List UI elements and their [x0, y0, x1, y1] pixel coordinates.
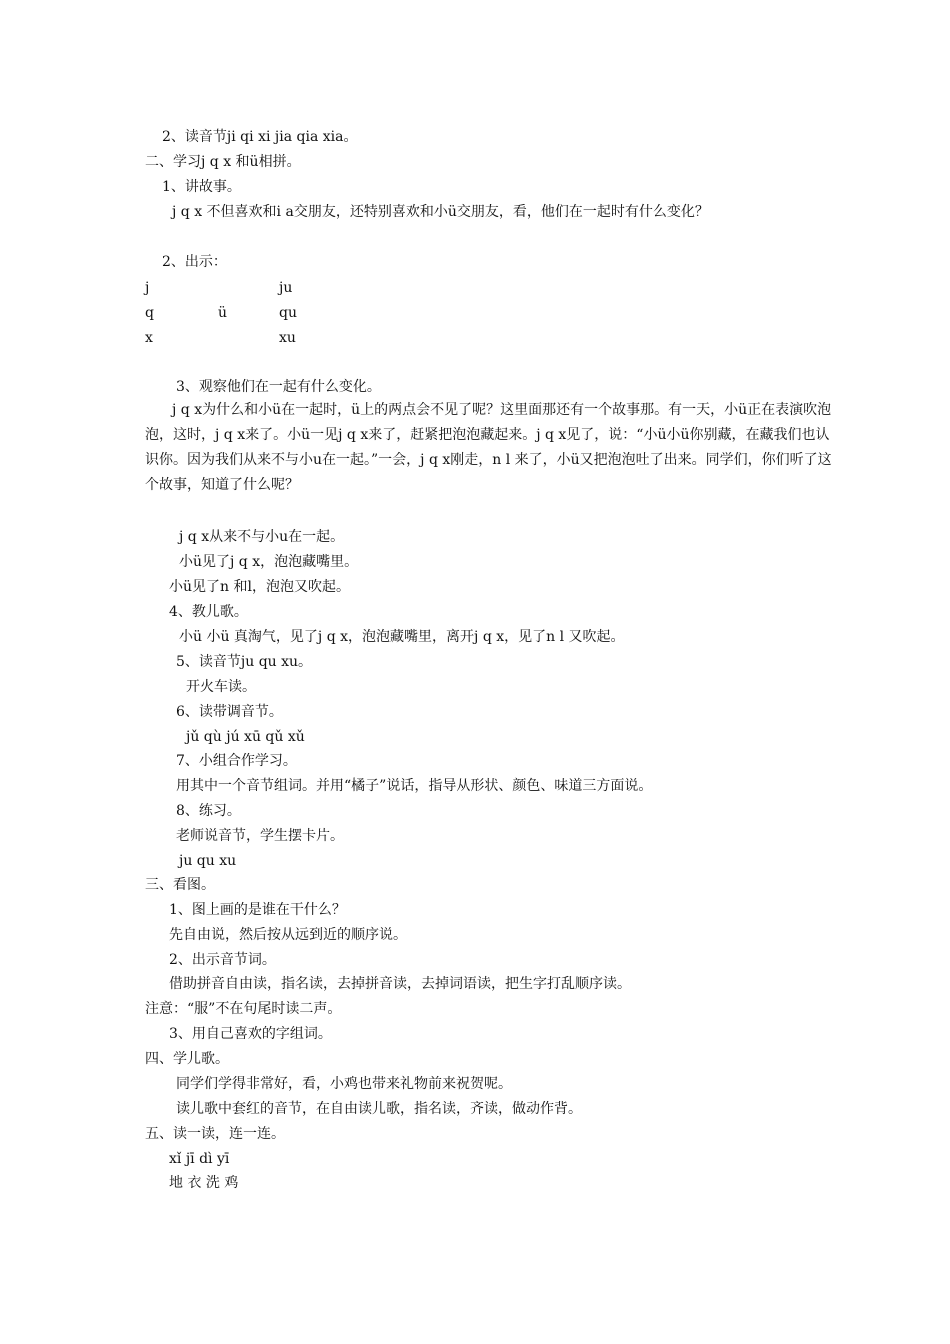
- text-line: 地 衣 洗 鸡: [169, 1175, 239, 1191]
- text-line: 2、出示：: [162, 254, 227, 270]
- text-line: jǔ qù jú xū qǔ xǔ: [186, 729, 305, 745]
- paragraph: j q x为什么和小ü在一起时，ü上的两点会不见了呢？这里面那还有一个故事那。有一天，小ü正在表演吹泡泡，这时，j q x来了。小ü一见j q x来了，赶紧把泡泡藏起来。j q x见了，说：“小ü小ü你别藏，在藏我们也认识你。因为我们从来不与小u在一起。”一会，j q x刚走，n l 来了，小ü又把泡泡吐了出来。同学们，你们听了这个故事，知道了什么呢？: [145, 402, 832, 493]
- section-heading: 四、学儿歌。: [145, 1051, 229, 1067]
- text-line: j q x从来不与小u在一起。: [179, 529, 345, 545]
- text-line: ju qu xu: [179, 853, 237, 869]
- text-line: 1、图上画的是谁在干什么？: [169, 902, 346, 918]
- text-line: 2、读音节ji qi xi jia qia xia。: [162, 129, 358, 145]
- table-cell: x: [145, 330, 153, 346]
- text-line: 小ü 小ü 真淘气，见了j q x，泡泡藏嘴里，离开j q x，见了n l 又吹起。: [179, 629, 625, 645]
- text-line: 用其中一个音节组词。并用“橘子”说话，指导从形状、颜色、味道三方面说。: [176, 778, 653, 794]
- text-line: 小ü见了n 和l，泡泡又吹起。: [169, 579, 350, 595]
- section-heading: 二、学习j q x 和ü相拼。: [145, 154, 301, 170]
- text-line: xǐ jī dì yī: [169, 1151, 230, 1167]
- text-line: 开火车读。: [186, 679, 256, 695]
- section-heading: 三、看图。: [145, 877, 215, 893]
- text-line: 2、出示音节词。: [169, 952, 276, 968]
- paragraph: j q x 不但喜欢和i a交朋友，还特别喜欢和小ü交朋友，看，他们在一起时有什么变化？: [172, 204, 709, 220]
- text-line: 5、读音节ju qu xu。: [176, 654, 313, 670]
- text-line: 借助拼音自由读，指名读，去掉拼音读，去掉词语读，把生字打乱顺序读。: [169, 976, 631, 992]
- table-cell: ju: [279, 280, 293, 296]
- text-line: 1、讲故事。: [162, 179, 241, 195]
- text-line: 7、小组合作学习。: [176, 753, 297, 769]
- text-line: 4、教儿歌。: [169, 604, 248, 620]
- section-heading: 五、读一读，连一连。: [145, 1126, 285, 1142]
- text-line: 读儿歌中套红的音节，在自由读儿歌，指名读，齐读，做动作背。: [176, 1101, 582, 1117]
- table-cell: ü: [218, 305, 228, 321]
- table-cell: j: [145, 280, 150, 296]
- text-line: 3、用自己喜欢的字组词。: [169, 1026, 332, 1042]
- text-line: 小ü见了j q x，泡泡藏嘴里。: [179, 554, 359, 570]
- table-cell: qu: [279, 305, 297, 321]
- text-line: 3、观察他们在一起有什么变化。: [176, 379, 381, 395]
- text-line: 先自由说，然后按从远到近的顺序说。: [169, 927, 407, 943]
- text-line: 8、练习。: [176, 803, 241, 819]
- table-cell: q: [145, 305, 154, 321]
- text-line: 6、读带调音节。: [176, 704, 283, 720]
- text-line: 注意：“服”不在句尾时读二声。: [145, 1001, 342, 1017]
- table-cell: xu: [279, 330, 296, 346]
- text-line: 老师说音节，学生摆卡片。: [176, 828, 344, 844]
- text-line: 同学们学得非常好，看，小鸡也带来礼物前来祝贺呢。: [176, 1076, 512, 1092]
